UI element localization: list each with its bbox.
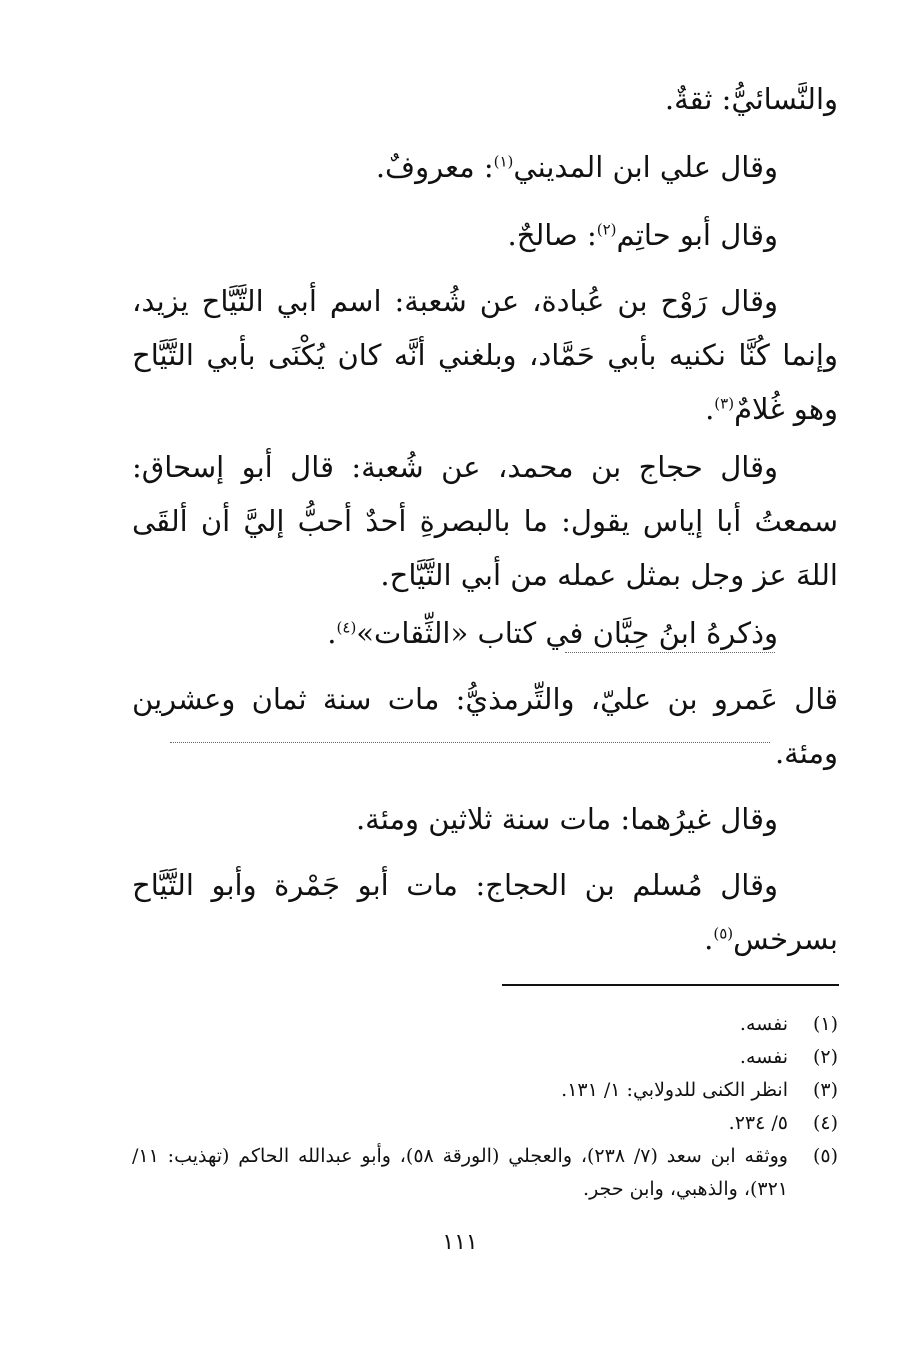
footnote-ref-4[interactable]: (٤)	[336, 618, 357, 637]
footnote-item	[132, 1074, 838, 1107]
footnote-item	[132, 1107, 838, 1140]
footnote-ref-3[interactable]: (٣)	[714, 394, 735, 413]
footnote-item	[132, 1140, 838, 1206]
footnote-text: ٥/ ٢٣٤.	[728, 1112, 788, 1134]
footnote-text: ووثقه ابن سعد (٧/ ٢٣٨)، والعجلي (الورقة ٥٨)، وأبو عبدالله الحاكم (تهذيب: ١١/ ٣٢١)، والذهبي، وابن حجر.	[132, 1145, 788, 1200]
footnote-ref-2[interactable]: (٢)	[596, 220, 617, 239]
paragraph-9-after: .	[704, 922, 714, 956]
footnote-number: (٣)	[812, 1079, 838, 1101]
paragraph-5-text: وقال حجاج بن محمد، عن شُعبة: قال أبو إسحاق: سمعتُ أبا إياس يقول: ما بالبصرةِ أحدٌ أحبُّ إليَّ أن ألقَى اللهَ عز وجل بمثل عمله من أبي التَّيَّاح.	[132, 450, 838, 592]
paragraph-2-text: وقال علي ابن المديني	[513, 150, 778, 184]
paragraph-5	[132, 440, 838, 602]
paragraph-4	[132, 274, 838, 436]
footnote-number: (٢)	[812, 1046, 838, 1068]
paragraph-8	[132, 792, 838, 846]
footnote-text: نفسه.	[739, 1013, 788, 1035]
footnote-number: (٤)	[812, 1112, 838, 1134]
paragraph-4-text: وقال رَوْح بن عُبادة، عن شُعبة: اسم أبي التَّيَّاح يزيد، وإنما كُنَّا نكنيه بأبي حَمَّاد، وبلغني أنَّه كان يُكْنَى بأبي التَّيَّاح وهو غُلامٌ	[132, 284, 838, 426]
footnote-number: (٥)	[812, 1145, 838, 1167]
paragraph-1-text: والنَّسائيُّ: ثقةٌ.	[664, 82, 838, 116]
paragraph-8-text: وقال غيرُهما: مات سنة ثلاثين ومئة.	[355, 802, 778, 836]
paragraph-4-after: .	[705, 392, 715, 426]
page-number: ١١١	[442, 1230, 478, 1255]
paragraph-3-after: : صالحٌ.	[507, 218, 597, 252]
footnote-ref-5[interactable]: (٥)	[713, 924, 734, 943]
footnote-text: نفسه.	[739, 1046, 788, 1068]
footnote-text: انظر الكنى للدولابي: ١/ ١٣١.	[561, 1079, 788, 1101]
footnote-number: (١)	[812, 1013, 838, 1035]
footnotes	[132, 1008, 838, 1206]
pencil-underline	[565, 652, 775, 653]
paragraph-9-text: وقال مُسلم بن الحجاج: مات أبو جَمْرة وأبو التَّيَّاح بسرخس	[132, 868, 838, 956]
footnote-item	[132, 1008, 838, 1041]
paragraph-2-after: : معروفٌ.	[375, 150, 494, 184]
paragraph-3	[132, 208, 838, 262]
footnote-separator	[502, 984, 839, 986]
paragraph-1	[132, 72, 838, 126]
paragraph-6-after: .	[327, 616, 337, 650]
paragraph-6-text: وذكرهُ ابنُ حِبَّان في كتاب «الثِّقات»	[356, 616, 778, 650]
paragraph-9	[132, 858, 838, 966]
footnote-item	[132, 1041, 838, 1074]
paragraph-3-text: وقال أبو حاتِم	[616, 218, 778, 252]
paragraph-7-text: قال عَمرو بن عليّ، والتِّرمذيُّ: مات سنة ثمان وعشرين ومئة.	[132, 682, 838, 770]
paragraph-2	[132, 140, 838, 194]
pencil-underline	[170, 742, 770, 743]
footnote-ref-1[interactable]: (١)	[493, 152, 514, 171]
paragraph-7	[132, 672, 838, 780]
